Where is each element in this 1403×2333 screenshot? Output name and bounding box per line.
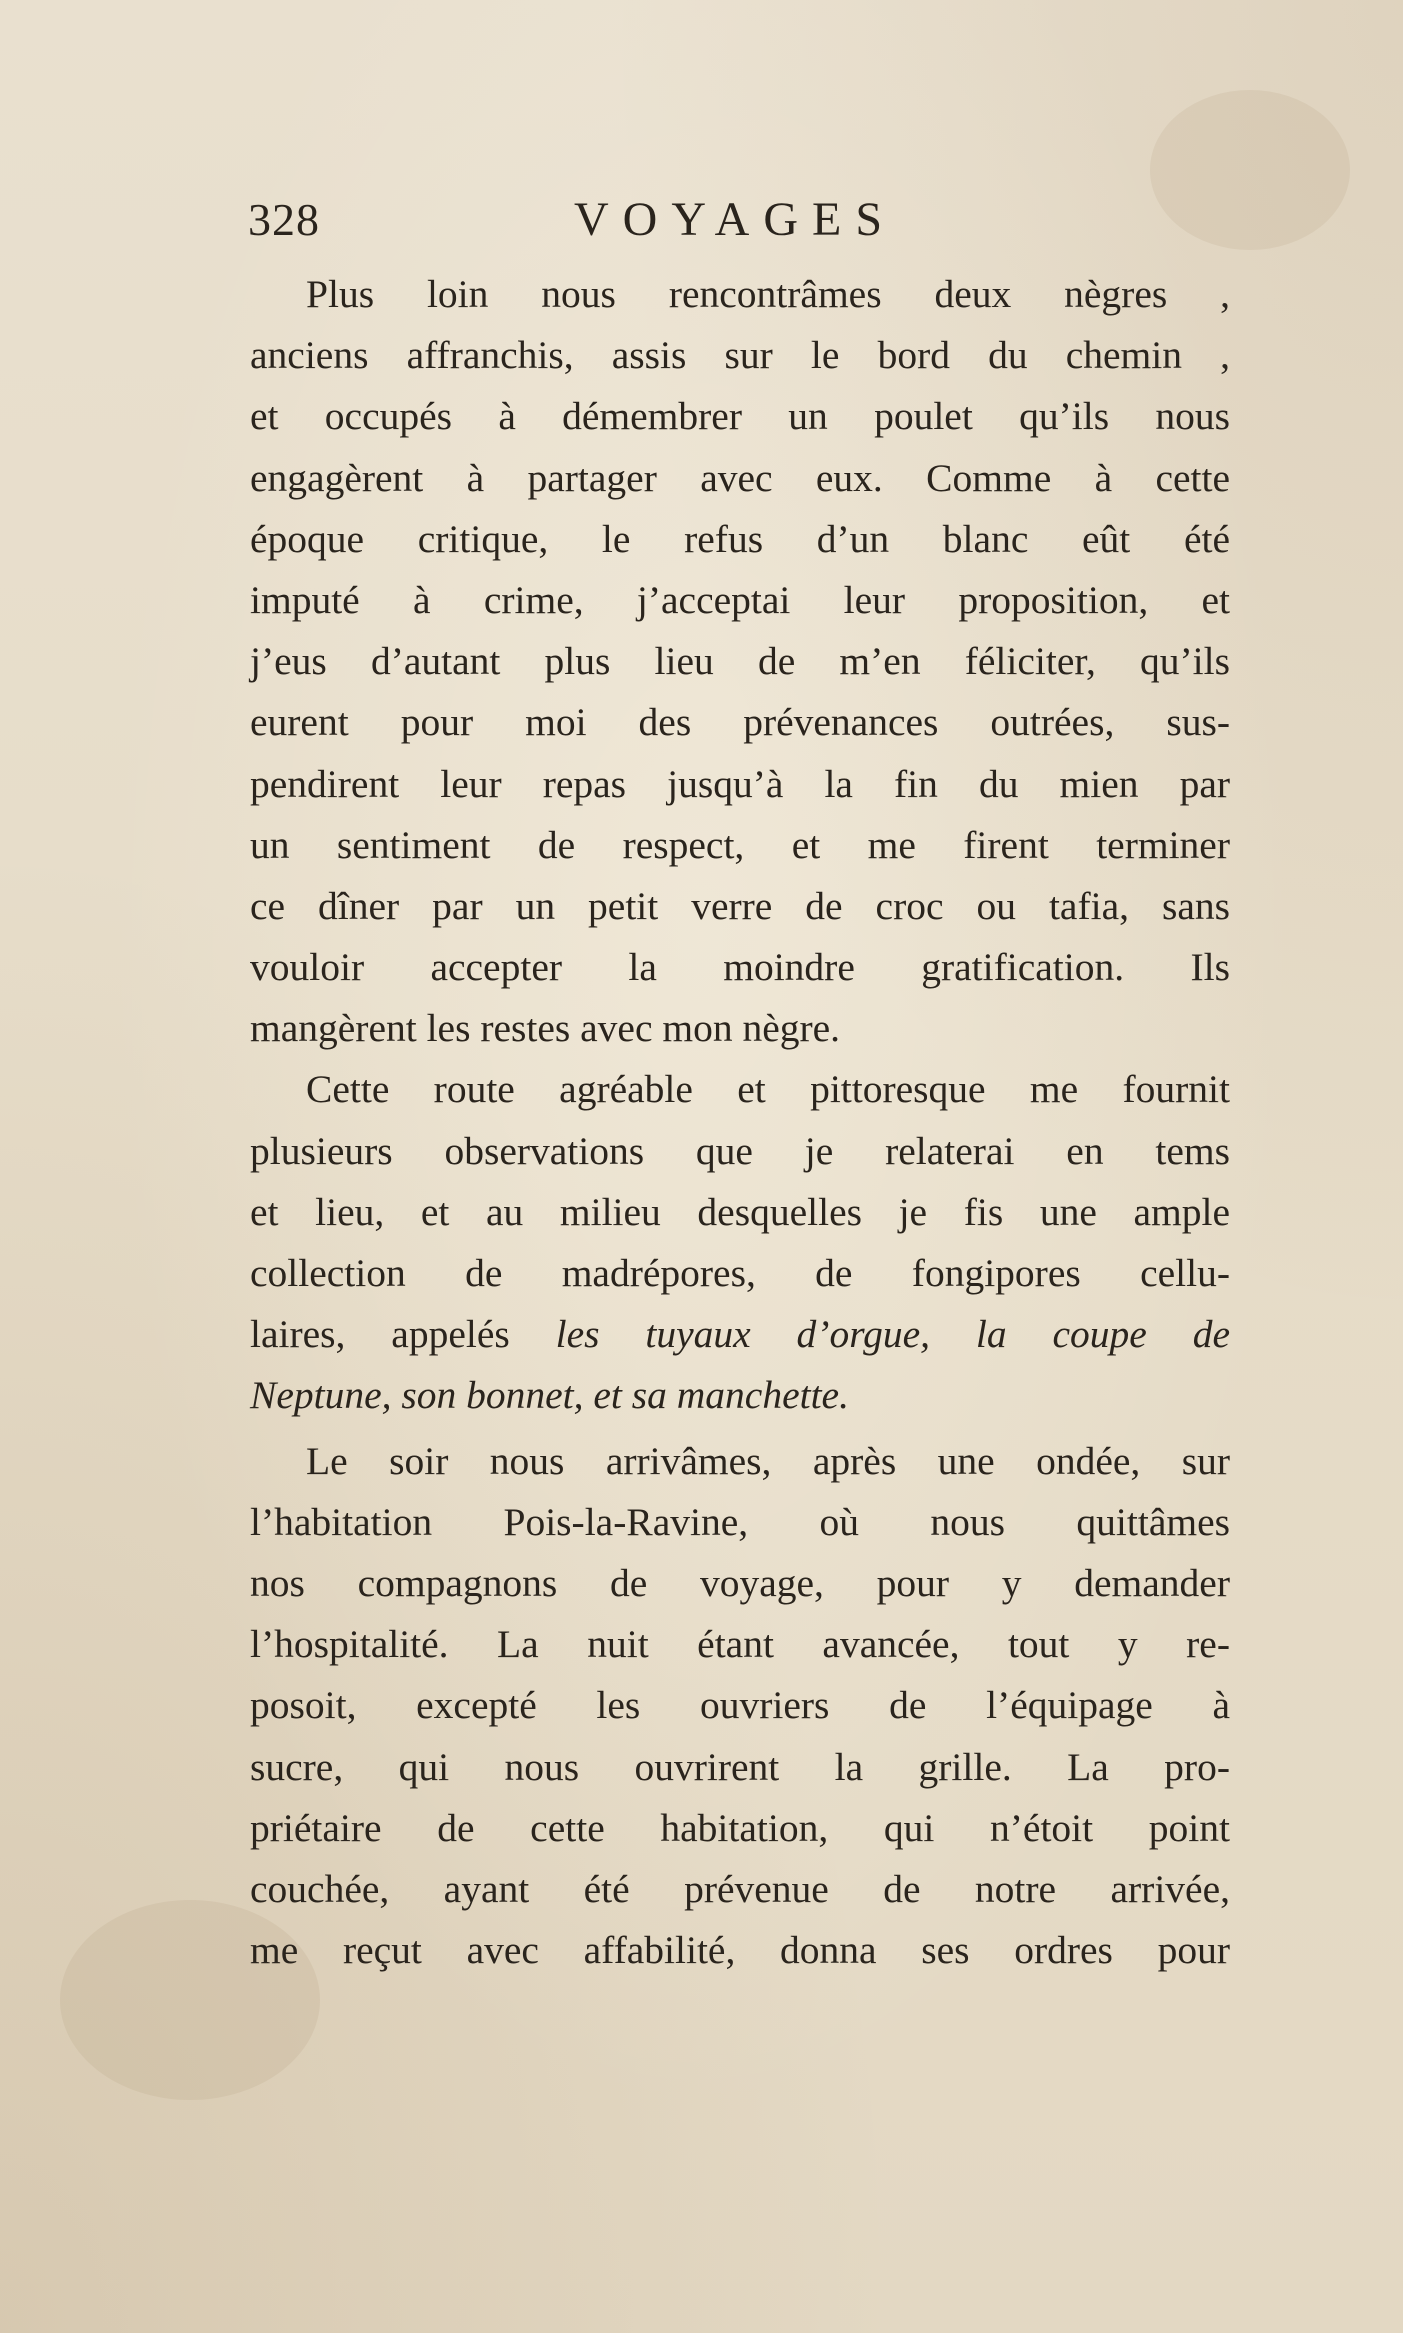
text-line: pendirent leur repas jusqu’à la fin du mien par bbox=[250, 761, 1230, 806]
text-line: et lieu, et au milieu desquelles je fis une ample bbox=[250, 1189, 1230, 1234]
text-line: priétaire de cette habitation, qui n’étoit point bbox=[250, 1805, 1230, 1850]
text-line: un sentiment de respect, et me firent terminer bbox=[250, 822, 1230, 867]
page-header bbox=[248, 190, 1238, 250]
text-line: me reçut avec affabilité, donna ses ordres pour bbox=[250, 1928, 1230, 1973]
text-line: eurent pour moi des prévenances outrées, sus- bbox=[250, 700, 1230, 745]
text-line bbox=[250, 1365, 1230, 1426]
text-line: posoit, excepté les ouvriers de l’équipage à bbox=[250, 1683, 1230, 1728]
text-line: mangèrent les restes avec mon nègre. bbox=[250, 1006, 841, 1051]
text-line: nos compagnons de voyage, pour y demander bbox=[250, 1560, 1230, 1605]
text-line: collection de madrépores, de fongipores cellu- bbox=[250, 1251, 1230, 1295]
text-segment: laires, appelés bbox=[250, 1312, 556, 1357]
text-line: vouloir accepter la moindre gratification. Ils bbox=[250, 945, 1230, 990]
italic-text-segment: les tuyaux d’orgue, la coupe de bbox=[555, 1312, 1230, 1357]
page-number: 328 bbox=[248, 194, 320, 245]
text-line: ce dîner par un petit verre de croc ou tafia, sans bbox=[250, 883, 1230, 928]
running-head: VOYAGES bbox=[574, 193, 897, 246]
text-line: sucre, qui nous ouvrirent la grille. La pro- bbox=[250, 1744, 1230, 1789]
text-line: engagèrent à partager avec eux. Comme à cette bbox=[250, 455, 1230, 500]
text-line: j’eus d’autant plus lieu de m’en féliciter, qu’ils bbox=[250, 639, 1230, 684]
text-line: Cette route agréable et pittoresque me fournit bbox=[306, 1067, 1230, 1112]
paragraph-3 bbox=[250, 1431, 1230, 1982]
text-line: imputé à crime, j’acceptai leur proposition, et bbox=[250, 577, 1230, 622]
paragraph-1 bbox=[250, 264, 1230, 1059]
text-line: époque critique, le refus d’un blanc eût été bbox=[250, 516, 1230, 561]
text-line: et occupés à démembrer un poulet qu’ils nous bbox=[250, 394, 1230, 439]
text-line: l’habitation Pois-la-Ravine, où nous quittâmes bbox=[250, 1499, 1230, 1544]
text-line: plusieurs observations que je relaterai en tems bbox=[250, 1128, 1230, 1173]
body-text bbox=[250, 264, 1230, 1981]
text-line: Plus loin nous rencontrâmes deux nègres , bbox=[306, 272, 1230, 316]
text-line: couchée, ayant été prévenue de notre arrivée, bbox=[250, 1866, 1230, 1911]
text-line: Le soir nous arrivâmes, après une ondée, sur bbox=[306, 1438, 1230, 1483]
paragraph-2 bbox=[250, 1059, 1230, 1426]
italic-text-segment: Neptune, son bonnet, et sa manchette. bbox=[250, 1373, 849, 1418]
text-line bbox=[250, 1304, 1230, 1365]
text-line: l’hospitalité. La nuit étant avancée, tout y re- bbox=[250, 1622, 1230, 1667]
text-line: anciens affranchis, assis sur le bord du chemin , bbox=[250, 333, 1230, 378]
